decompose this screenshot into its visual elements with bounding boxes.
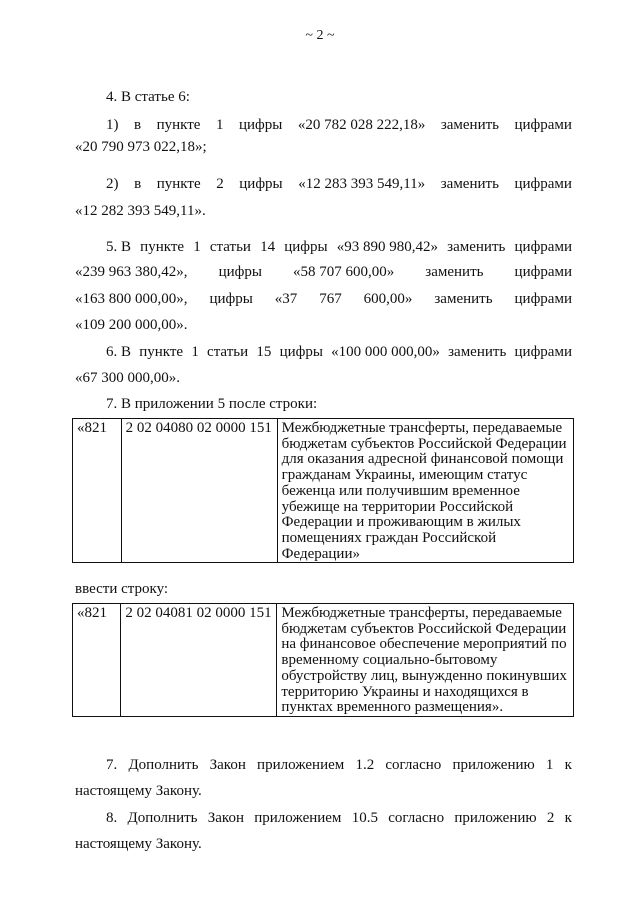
- word: приложением: [257, 757, 345, 773]
- description-line: для оказания адресной финансовой помощи: [281, 451, 564, 468]
- description-line: пунктах временного размещения».: [281, 699, 504, 716]
- word: заменить: [440, 117, 499, 133]
- word: заменить: [425, 264, 484, 280]
- table-cell-kbk: 2 02 04080 02 0000 151: [121, 419, 277, 563]
- table-row: [73, 419, 574, 563]
- word: «20 782 028 222,18»: [297, 117, 426, 133]
- word: «239 963 380,42»,: [75, 264, 188, 280]
- budget-table-existing: [72, 418, 574, 563]
- word: пункте: [139, 344, 184, 360]
- word: приложению: [452, 757, 535, 773]
- word: 8.: [106, 810, 118, 826]
- word: 2: [546, 810, 555, 826]
- item-5-line-4: «109 200 000,00».: [75, 317, 188, 333]
- description-line: обустройству лиц, вынужденно покинувших: [281, 667, 567, 684]
- word: заменить: [440, 176, 499, 192]
- word: пункте: [156, 117, 201, 133]
- word: «37: [274, 291, 298, 307]
- insert-row-label: ввести строку:: [75, 581, 169, 597]
- word: согласно: [385, 757, 442, 773]
- word: 10.5: [351, 810, 378, 826]
- word: Дополнить: [128, 757, 199, 773]
- word: к: [564, 810, 572, 826]
- table-cell-description: [277, 604, 574, 717]
- description-line: территорию Украины и находящихся в: [281, 683, 529, 700]
- word: 600,00»: [363, 291, 413, 307]
- word: «12 283 393 549,11»: [298, 176, 426, 192]
- description-line: Федерации»: [281, 545, 360, 562]
- word: цифрами: [514, 239, 572, 255]
- word: 6. В: [106, 344, 132, 360]
- word: «93 890 980,42»: [336, 239, 439, 255]
- word: цифрами: [514, 291, 572, 307]
- word: в: [134, 176, 142, 192]
- word: Дополнить: [127, 810, 198, 826]
- word: «100 000 000,00»: [331, 344, 440, 360]
- item-4-heading: 4. В статье 6:: [106, 89, 190, 105]
- word: 7.: [106, 757, 118, 773]
- word: цифры: [284, 239, 328, 255]
- description-line: бюджетам субъектов Российской Федерации: [281, 620, 567, 637]
- word: цифрами: [514, 176, 572, 192]
- word: «163 800 000,00»,: [75, 291, 188, 307]
- table-row: [73, 604, 574, 717]
- word: статьи: [209, 239, 251, 255]
- item-supplement-1-line-2: настоящему Закону.: [75, 783, 202, 799]
- description-line: убежище на территории Российской: [281, 498, 514, 515]
- table-cell-code: «821: [73, 419, 122, 563]
- page-number: ~ 2 ~: [305, 28, 335, 43]
- word: Закон: [207, 810, 244, 826]
- word: статьи: [207, 344, 249, 360]
- word: 1: [545, 757, 554, 773]
- word: 2): [106, 176, 119, 192]
- item-4-1-line: [106, 116, 572, 134]
- description-line: помещениях граждан Российской: [281, 529, 497, 546]
- item-4-2-continuation: «12 282 393 549,11».: [75, 203, 206, 219]
- word: приложению: [454, 810, 537, 826]
- word: заменить: [447, 239, 506, 255]
- item-6-line-2: «67 300 000,00».: [75, 370, 180, 386]
- word: «58 707 600,00»: [292, 264, 395, 280]
- description-line: беженца или получившим временное: [281, 482, 520, 499]
- word: цифры: [239, 176, 283, 192]
- budget-table-new: [72, 603, 574, 717]
- table-cell-kbk: 2 02 04081 02 0000 151: [121, 604, 277, 717]
- item-5-line-1: [106, 238, 572, 256]
- item-supplement-2-line-2: настоящему Закону.: [75, 836, 202, 852]
- description-line: гражданам Украины, имеющим статус: [281, 467, 528, 484]
- word: цифры: [209, 291, 253, 307]
- word: к: [564, 757, 572, 773]
- word: 767: [319, 291, 342, 307]
- word: 1: [215, 117, 224, 133]
- item-7-intro: 7. В приложении 5 после строки:: [106, 396, 318, 412]
- word: 1.2: [355, 757, 375, 773]
- description-line: временному социально-бытовому: [281, 652, 498, 669]
- word: 1: [191, 344, 199, 360]
- word: 15: [256, 344, 272, 360]
- word: цифры: [279, 344, 323, 360]
- word: 5. В: [106, 239, 132, 255]
- item-supplement-2-line-1: [106, 809, 572, 827]
- word: заменить: [434, 291, 493, 307]
- word: 14: [260, 239, 276, 255]
- item-6-line-1: [106, 343, 572, 361]
- word: цифры: [218, 264, 262, 280]
- word: цифрами: [514, 344, 572, 360]
- word: приложением: [254, 810, 342, 826]
- description-line: бюджетам субъектов Российской Федерации: [281, 435, 567, 452]
- word: в: [134, 117, 142, 133]
- word: пункте: [140, 239, 185, 255]
- word: 2: [216, 176, 224, 192]
- description-line: Федерации и проживающим в жилых: [281, 514, 521, 531]
- table-cell-description: [277, 419, 573, 563]
- item-4-1-continuation: «20 790 973 022,18»;: [75, 139, 207, 155]
- description-line: Межбюджетные трансферты, передаваемые: [281, 420, 563, 436]
- word: пункте: [156, 176, 201, 192]
- word: 1): [106, 117, 119, 133]
- table-cell-code: «821: [73, 604, 121, 717]
- item-5-line-3: [75, 290, 572, 308]
- word: Закон: [209, 757, 246, 773]
- word: цифрами: [514, 117, 572, 133]
- item-4-2-line: [106, 175, 572, 193]
- item-5-line-2: [75, 263, 572, 281]
- word: согласно: [388, 810, 445, 826]
- word: цифры: [238, 117, 283, 133]
- item-supplement-1-line-1: [106, 756, 572, 774]
- description-line: на финансовое обеспечение мероприятий по: [281, 636, 567, 653]
- word: 1: [193, 239, 201, 255]
- word: цифрами: [514, 264, 572, 280]
- word: заменить: [448, 344, 507, 360]
- description-line: Межбюджетные трансферты, передаваемые: [281, 605, 562, 621]
